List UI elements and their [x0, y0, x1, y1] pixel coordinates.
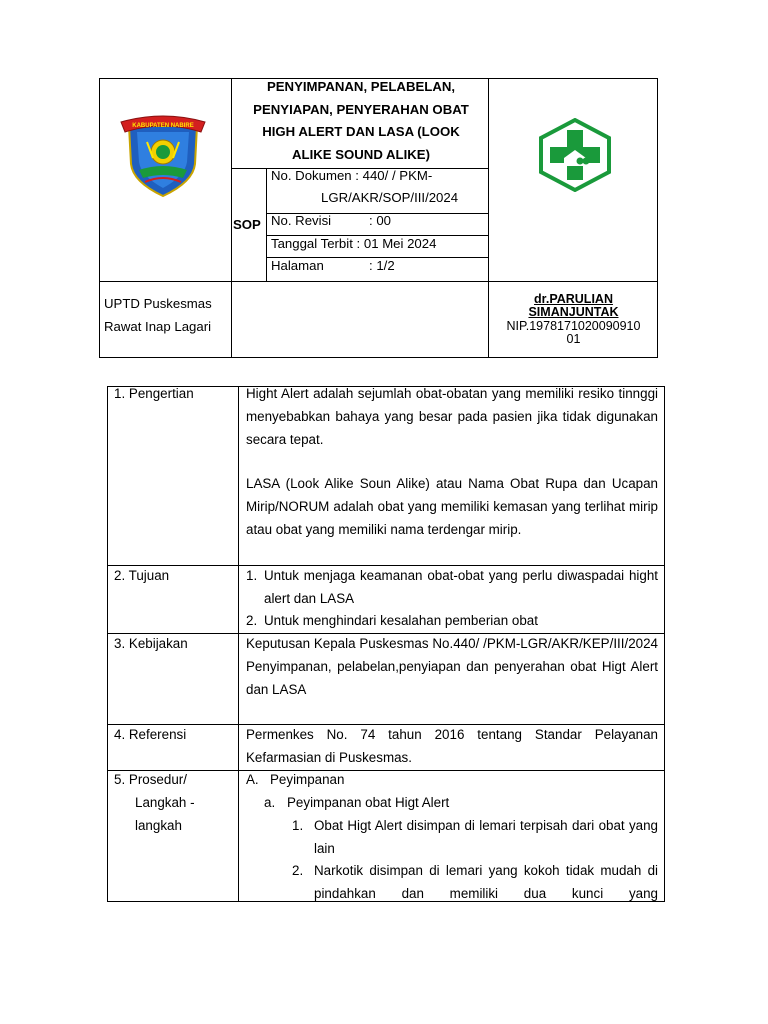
unit-name-line-1: UPTD Puskesmas: [104, 296, 212, 311]
signer-nip-line-2: 01: [566, 332, 581, 346]
prosedur-label-line-1: 5. Prosedur/: [114, 772, 187, 787]
page-label: Halaman: [271, 258, 324, 273]
signer-nip-line-1: NIP.1978171020090910: [506, 319, 641, 333]
prosedur-step-1: Obat Higt Alert disimpan di lemari terpisah dari obat yang lain: [314, 818, 658, 856]
unit-name-line-2: Rawat Inap Lagari: [104, 319, 212, 334]
doc-number-line-2: LGR/AKR/SOP/III/2024: [321, 190, 459, 205]
referensi-text: Permenkes No. 74 tahun 2016 tentang Standar Pelayanan Kefarmasian di Puskesmas.: [246, 727, 658, 765]
document-title: [232, 76, 490, 166]
tujuan-label: 2. Tujuan: [114, 568, 170, 583]
header-border-bottom: [99, 357, 658, 358]
header-col-sop: [266, 168, 267, 281]
prosedur-section-a: Peyimpanan: [270, 772, 345, 787]
kebijakan-text: Keputusan Kepala Puskesmas No.440/ /PKM-LGR/AKR/KEP/III/2024 Penyimpanan, pelabelan,penyiapan dan penyerahan obat Higt Alert dan LASA: [246, 636, 658, 697]
tujuan-item-2-number: 2.: [246, 613, 258, 628]
prosedur-subsection-a-number: a.: [264, 795, 276, 810]
content-col-divider: [238, 386, 239, 902]
kabupaten-logo-icon: [117, 112, 209, 200]
row-border-prosedur: [107, 770, 665, 771]
puskesmas-logo-icon: [538, 118, 612, 192]
prosedur-label-line-2: Langkah -: [135, 795, 195, 810]
content-border-left: [107, 386, 108, 902]
prosedur-step-1-number: 1.: [292, 818, 304, 833]
signer-name-line-1: dr.PARULIAN: [534, 292, 613, 306]
pengertian-label: 1. Pengertian: [114, 386, 194, 401]
prosedur-step-2-number: 2.: [292, 863, 304, 878]
pengertian-paragraph-1: Hight Alert adalah sejumlah obat-obatan yang memiliki resiko tinnggi menyebabkan bahaya yang besar pada pasien jika tidak digunakan secara tepat.: [246, 386, 658, 447]
logo-banner-text: KABUPATEN NABIRE: [132, 123, 194, 129]
prosedur-section-a-number: A.: [246, 772, 259, 787]
content-border-right: [664, 386, 665, 902]
title-line-2: PENYIAPAN, PENYERAHAN OBAT: [253, 101, 469, 117]
header-mid-border: [99, 281, 658, 282]
prosedur-subsection-a: Peyimpanan obat Higt Alert: [287, 795, 450, 810]
tujuan-item-1: Untuk menjaga keamanan obat-obat yang perlu diwaspadai hight alert dan LASA: [264, 568, 658, 606]
doc-number-line-1: No. Dokumen : 440/ / PKM-: [271, 168, 433, 183]
sop-label: SOP: [233, 217, 261, 232]
title-line-1: PENYIMPANAN, PELABELAN,: [266, 79, 456, 94]
revision-label: No. Revisi: [271, 213, 332, 228]
tujuan-item-1-number: 1.: [246, 568, 258, 583]
referensi-label: 4. Referensi: [114, 727, 187, 742]
header-border-left: [99, 78, 100, 358]
signer-name-line-2: SIMANJUNTAK: [528, 305, 619, 319]
page-value: : 1/2: [369, 258, 395, 273]
title-line-4: ALIKE SOUND ALIKE): [292, 146, 430, 162]
revision-value: : 00: [369, 213, 391, 228]
title-line-3: HIGH ALERT DAN LASA (LOOK: [262, 124, 460, 139]
prosedur-step-2: Narkotik disimpan di lemari yang kokoh tidak mudah di pindahkan dan memiliki dua kunci yang: [314, 863, 658, 901]
issue-date: Tanggal Terbit : 01 Mei 2024: [271, 236, 437, 251]
prosedur-label-line-3: langkah: [135, 818, 182, 833]
tujuan-item-2: Untuk menghindari kesalahan pemberian obat: [264, 613, 538, 628]
pengertian-paragraph-2: LASA (Look Alike Soun Alike) atau Nama Obat Rupa dan Ucapan Mirip/NORUM adalah obat yang memiliki kemasan yang terlihat mirip atau obat yang memiliki nama terdengar mirip.: [246, 476, 658, 537]
kebijakan-label: 3. Kebijakan: [114, 636, 188, 651]
